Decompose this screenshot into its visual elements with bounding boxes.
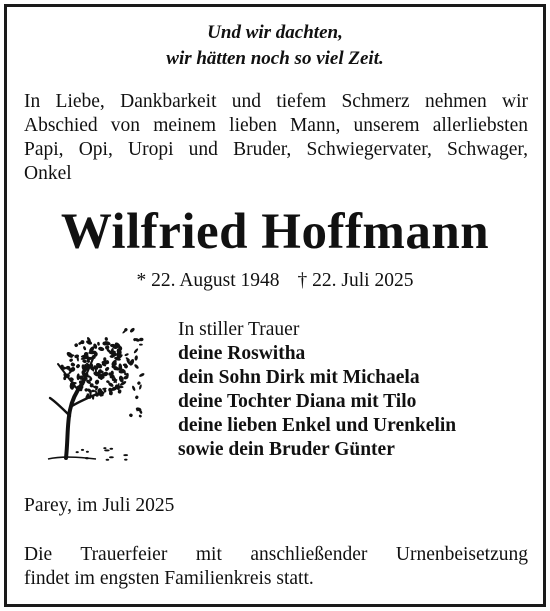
leaf [104,337,108,341]
deceased-name: Wilfried Hoffmann [60,204,490,260]
intro-line-2: Abschied von meinem lieben Mann, unserem allerliebsten [24,115,528,136]
blowing-leaf [133,348,139,354]
leaf [97,342,100,346]
fallen-leaf [81,449,84,451]
blowing-leaf [124,353,129,357]
fallen-leaf [86,451,89,453]
fallen-leaf [106,459,110,461]
blowing-leaf [138,414,142,418]
blowing-leaf [134,355,138,361]
blowing-leaf [139,372,145,377]
blowing-leaf [131,385,136,391]
fallen-leaf [76,451,79,453]
life-dates [0,268,550,294]
funeral-info [24,543,528,591]
intro-line-1: In Liebe, Dankbarkeit und tiefem Schmerz nehmen wir [24,91,528,112]
leaf [69,358,74,363]
leaf [70,362,76,367]
death-date: † 22. Juli 2025 [297,270,414,291]
mourner-2: dein Sohn Dirk mit Michaela [178,367,420,388]
fallen-leaf [123,454,128,456]
leaf [103,357,106,361]
motto [0,20,550,72]
funeral-info-line-1: Die Trauerfeier mit anschließender Urnenbeisetzung [24,544,528,565]
intro-line-3: Papi, Opi, Uropi und Bruder, Schwiegervater, Schwager, [24,139,528,160]
blowing-leaf [139,344,143,346]
windblown-tree-icon [36,320,146,466]
motto-line-2: wir hätten noch so viel Zeit. [166,48,384,69]
place-date: Parey, im Juli 2025 [24,495,175,516]
mourner-5: sowie dein Bruder Günter [178,439,395,460]
blowing-leaf [139,384,143,390]
mourner-1: deine Roswitha [178,343,306,364]
leaf [104,366,110,372]
mourner-3: deine Tochter Diana mit Tilo [178,391,417,412]
blowing-leaf [128,413,133,418]
leaf [74,343,79,348]
leaf [98,346,105,351]
fallen-leaf [103,447,106,449]
fallen-leaf [104,449,109,451]
leaf [94,379,100,385]
motto-line-1: Und wir dachten, [207,22,343,43]
blowing-leaf [133,363,139,369]
intro-text [24,90,528,186]
fallen-leaf [109,456,114,458]
fallen-leaf [124,459,127,461]
fallen-leaf [110,448,114,450]
mourners-block [178,318,518,462]
blowing-leaf [139,338,144,342]
blowing-leaf [129,327,135,333]
funeral-info-line-2: findet im engsten Familienkreis statt. [24,568,314,589]
leaf [83,346,87,351]
mourning-intro: In stiller Trauer [178,319,300,340]
birth-date: * 22. August 1948 [136,270,280,291]
mourner-4: deine lieben Enkel und Urenkelin [178,415,457,436]
leaf [75,363,80,369]
intro-line-4: Onkel [24,163,72,184]
blowing-leaf [135,395,140,400]
